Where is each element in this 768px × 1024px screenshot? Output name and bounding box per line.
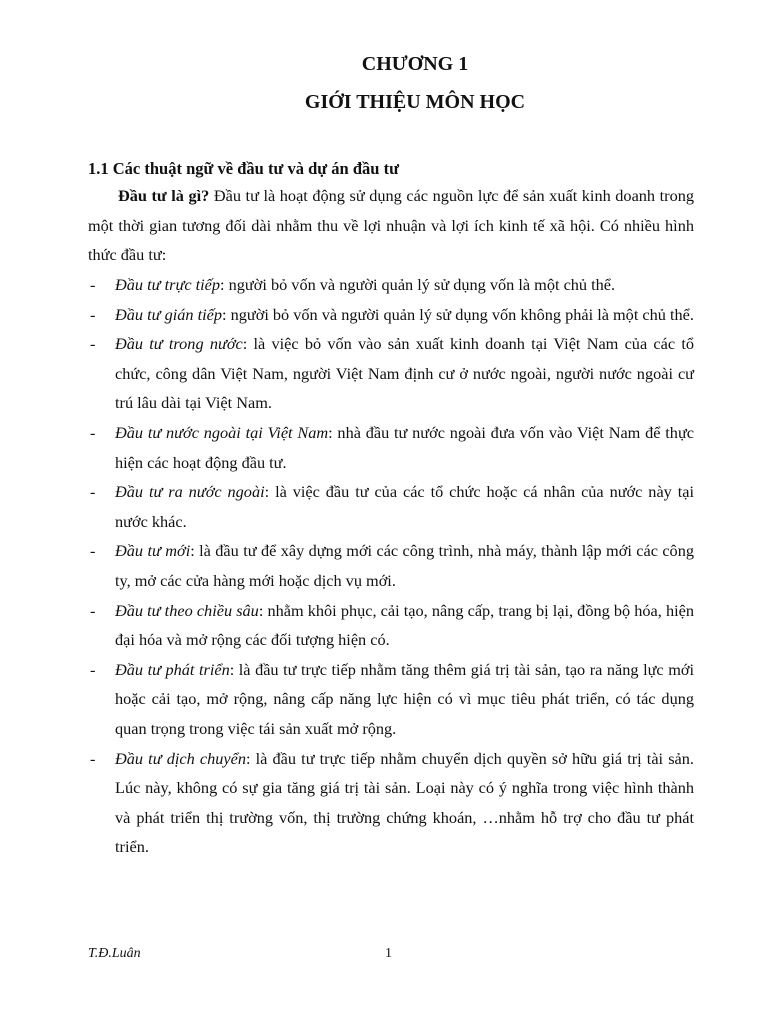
page-number: 1 [385, 946, 392, 961]
list-item [88, 596, 694, 655]
bullet-dash: - [90, 748, 96, 768]
list-item-text: : người bỏ vốn và người quản lý sử dụng vốn không phải là một chủ thể. [222, 304, 694, 324]
chapter-title: GIỚI THIỆU MÔN HỌC [304, 91, 526, 113]
list-item [88, 418, 694, 477]
intro-question: Đầu tư là gì? [118, 186, 210, 205]
list-item-term: Đầu tư dịch chuyển [115, 748, 246, 768]
list-item-term: Đầu tư gián tiếp [115, 304, 223, 324]
list-item-term: Đầu tư ra nước ngoài [115, 482, 265, 502]
bullet-dash: - [90, 659, 96, 679]
bullet-dash: - [90, 541, 96, 561]
intro-paragraph [88, 181, 694, 270]
list-item-term: Đầu tư trực tiếp [115, 275, 221, 294]
bullet-dash: - [90, 304, 96, 324]
section-heading: 1.1 Các thuật ngữ về đầu tư và dự án đầu tư [88, 159, 399, 178]
list-item [88, 270, 694, 300]
bullet-dash: - [90, 482, 96, 502]
list-item-text: : nhà đầu tư nước ngoài đưa vốn vào Việt Nam để thực hiện các hoạt động đầu tư. [115, 422, 694, 472]
list-item-term: Đầu tư mới [115, 541, 191, 561]
list-item-text: : là đầu tư trực tiếp nhằm chuyển dịch quyền sở hữu giá trị tài sản. Lúc này, không có sự gia tăng giá trị tài sản. Loại này có ý nghĩa trong việc hình thành và phát triển thị trường vốn, thị trường chứng khoán, …nhằm hỗ trợ cho đầu tư phát triển. [115, 748, 694, 857]
list-item-term: Đầu tư theo chiều sâu [115, 600, 259, 620]
bullet-dash: - [90, 422, 96, 442]
list-item-text: : nhằm khôi phục, cải tạo, nâng cấp, trang bị lại, đồng bộ hóa, hiện đại hóa và mở rộng các đối tượng hiện có. [115, 600, 694, 650]
footer-author: T.Đ.Luân [88, 946, 141, 961]
list-item-text: : là đầu tư trực tiếp nhằm tăng thêm giá trị tài sản, tạo ra năng lực mới hoặc cải tạo, mở rộng, nâng cấp năng lực hiện có vì mục tiêu phát triển, có tác dụng quan trọng trong việc tái sản xuất mở rộng. [115, 659, 694, 738]
investment-types-list [88, 270, 694, 862]
list-item [88, 300, 694, 330]
list-item-term: Đầu tư nước ngoài tại Việt Nam [115, 422, 329, 442]
list-item [88, 477, 694, 536]
list-item [88, 536, 694, 595]
list-item-text: : người bỏ vốn và người quản lý sử dụng vốn là một chủ thể. [220, 275, 616, 294]
list-item-text: : là đầu tư để xây dựng mới các công trình, nhà máy, thành lập mới các công ty, mở các cửa hàng mới hoặc dịch vụ mới. [115, 541, 694, 590]
list-item-term: Đầu tư phát triển [115, 659, 230, 679]
bullet-dash: - [90, 275, 96, 294]
list-item [88, 655, 694, 744]
bullet-dash: - [90, 600, 96, 620]
bullet-dash: - [90, 334, 96, 354]
intro-text: Đầu tư là hoạt động sử dụng các nguồn lực để sản xuất kinh doanh trong một thời gian tương đối dài nhằm thu về lợi nhuận và lợi ích kinh tế xã hội. Có nhiều hình thức đầu tư: [88, 186, 695, 265]
list-item-text: : là việc đầu tư của các tổ chức hoặc cá nhân của nước này tại nước khác. [115, 482, 694, 531]
chapter-number: CHƯƠNG 1 [361, 53, 469, 75]
list-item [88, 329, 694, 418]
list-item [88, 744, 694, 862]
list-item-term: Đầu tư trong nước [115, 334, 243, 354]
list-item-text: : là việc bỏ vốn vào sản xuất kinh doanh tại Việt Nam của các tổ chức, công dân Việt Nam, người Việt Nam định cư ở nước ngoài, người nước ngoài cư trú lâu dài tại Việt Nam. [115, 334, 694, 413]
